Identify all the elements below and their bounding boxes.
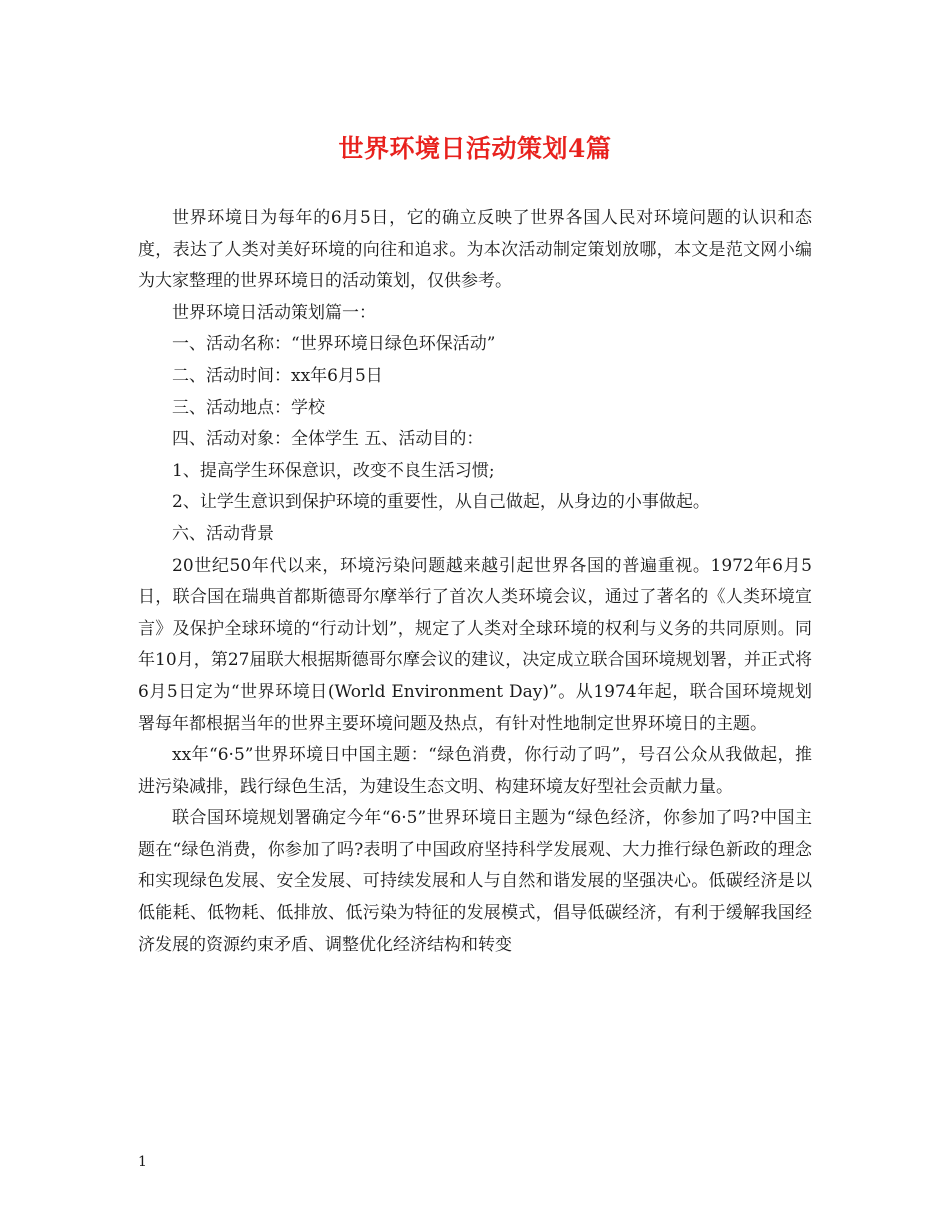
china-theme-paragraph: xx年“6·5”世界环境日中国主题：“绿色消费，你行动了吗”，号召公众从我做起，推进污染减排，践行绿色生活，为建设生态文明、构建环境友好型社会贡献力量。: [138, 745, 812, 797]
activity-name: 一、活动名称：“世界环境日绿色环保活动”: [172, 334, 496, 355]
activity-goal-1: 1、提高学生环保意识，改变不良生活习惯;: [172, 460, 495, 481]
document-title: 世界环境日活动策划4篇: [338, 134, 612, 163]
background-heading: 六、活动背景: [172, 523, 274, 544]
activity-goal-2: 2、让学生意识到保护环境的重要性，从自己做起，从身边的小事做起。: [172, 492, 710, 513]
background-paragraph: 20世纪50年代以来，环境污染问题越来越引起世界各国的普遍重视。1972年6月5日，联合国在瑞典首都斯德哥尔摩举行了首次人类环境会议，通过了著名的《人类环境宣言》及保护全球环境的“行动计划”，规定了人类对全球环境的权利与义务的共同原则。同年10月，第27届联大根据斯德哥尔摩会议的建议，决定成立联合国环境规划署，并正式将6月5日定为“世界环境日(World Environment Day)”。从1974年起，联合国环境规划署每年都根据当年的世界主要环境问题及热点，有针对性地制定世界环境日的主题。: [138, 555, 812, 734]
activity-time: 二、活动时间：xx年6月5日: [172, 365, 383, 386]
page-number: 1: [138, 1154, 147, 1170]
document-body: [138, 203, 812, 961]
unep-theme-paragraph: 联合国环境规划署确定今年“6·5”世界环境日主题为“绿色经济，你参加了吗?中国主题在“绿色消费，你参加了吗?表明了中国政府坚持科学发展观、大力推行绿色新政的理念和实现绿色发展、安全发展、可持续发展和人与自然和谐发展的坚强决心。低碳经济是以低能耗、低物耗、低排放、低污染为特征的发展模式，倡导低碳经济，有利于缓解我国经济发展的资源约束矛盾、调整优化经济结构和转变: [138, 808, 812, 955]
activity-target: 四、活动对象：全体学生 五、活动目的：: [172, 429, 484, 450]
intro-paragraph: 世界环境日为每年的6月5日，它的确立反映了世界各国人民对环境问题的认识和态度，表达了人类对美好环境的向往和追求。为本次活动制定策划放哪，本文是范文网小编为大家整理的世界环境日的活动策划，仅供参考。: [138, 208, 812, 292]
activity-location: 三、活动地点：学校: [172, 397, 325, 418]
section-heading: 世界环境日活动策划篇一：: [172, 302, 376, 323]
